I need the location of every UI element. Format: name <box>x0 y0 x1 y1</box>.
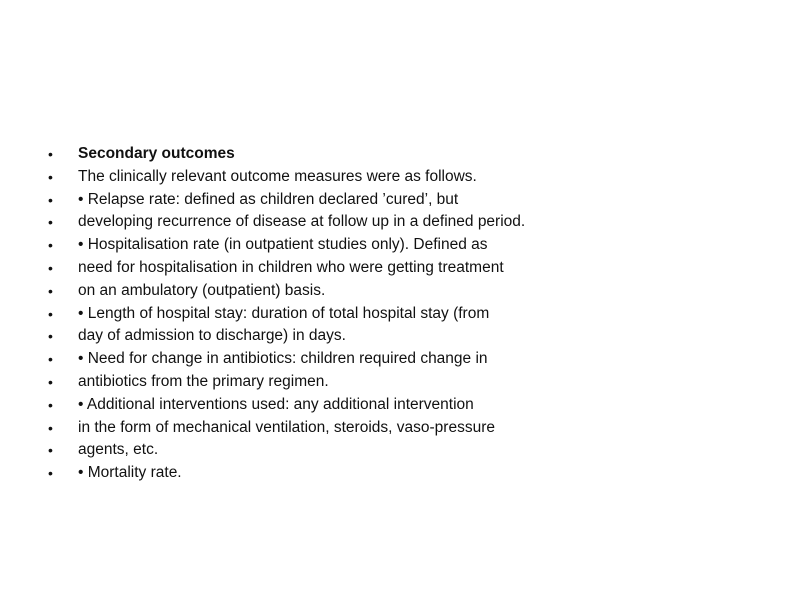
bullet-icon: • <box>48 351 53 368</box>
list-item-text: agents, etc. <box>78 441 159 459</box>
list-item <box>48 325 748 348</box>
list-item <box>48 280 748 303</box>
list-item <box>48 166 748 189</box>
list-item <box>48 371 748 394</box>
list-item <box>48 234 748 257</box>
bullet-icon: • <box>48 191 53 208</box>
list-item <box>48 394 748 417</box>
list-item-text: antibiotics from the primary regimen. <box>78 372 329 390</box>
bullet-icon: • <box>48 305 53 322</box>
list-item-text: • Mortality rate. <box>78 464 182 482</box>
list-item-text: day of admission to discharge) in days. <box>78 327 346 345</box>
list-item-text: • Relapse rate: defined as children declared ’cured’, but <box>78 190 459 208</box>
list-item-text: • Additional interventions used: any additional intervention <box>78 395 474 413</box>
bullet-icon: • <box>48 237 53 254</box>
secondary-outcomes-list <box>48 143 748 485</box>
bullet-icon: • <box>48 373 53 390</box>
list-item-text: need for hospitalisation in children who were getting treatment <box>78 258 504 276</box>
list-item-text: developing recurrence of disease at follow up in a defined period. <box>78 213 526 231</box>
list-item <box>48 439 748 462</box>
list-item <box>48 211 748 234</box>
bullet-icon: • <box>48 396 53 413</box>
list-item <box>48 462 748 485</box>
bullet-icon: • <box>48 465 53 482</box>
list-item-text: on an ambulatory (outpatient) basis. <box>78 281 326 299</box>
section-heading: Secondary outcomes <box>78 145 235 162</box>
list-item-text: in the form of mechanical ventilation, steroids, vaso-pressure <box>78 418 495 436</box>
bullet-icon: • <box>48 442 53 459</box>
bullet-icon: • <box>48 259 53 276</box>
list-item <box>48 303 748 326</box>
bullet-icon: • <box>48 146 53 162</box>
list-item <box>48 417 748 440</box>
list-item <box>48 143 748 166</box>
list-item-text: • Length of hospital stay: duration of total hospital stay (from <box>78 304 490 322</box>
list-item-text: • Hospitalisation rate (in outpatient studies only). Defined as <box>78 236 488 254</box>
bullet-icon: • <box>48 282 53 299</box>
list-item-text: The clinically relevant outcome measures were as follows. <box>78 167 477 185</box>
bullet-icon: • <box>48 328 53 345</box>
bullet-icon: • <box>48 419 53 436</box>
list-item-text: • Need for change in antibiotics: children required change in <box>78 350 488 368</box>
bullet-icon: • <box>48 214 53 231</box>
list-item <box>48 257 748 280</box>
list-item <box>48 348 748 371</box>
list-item <box>48 189 748 212</box>
bullet-icon: • <box>48 168 53 185</box>
